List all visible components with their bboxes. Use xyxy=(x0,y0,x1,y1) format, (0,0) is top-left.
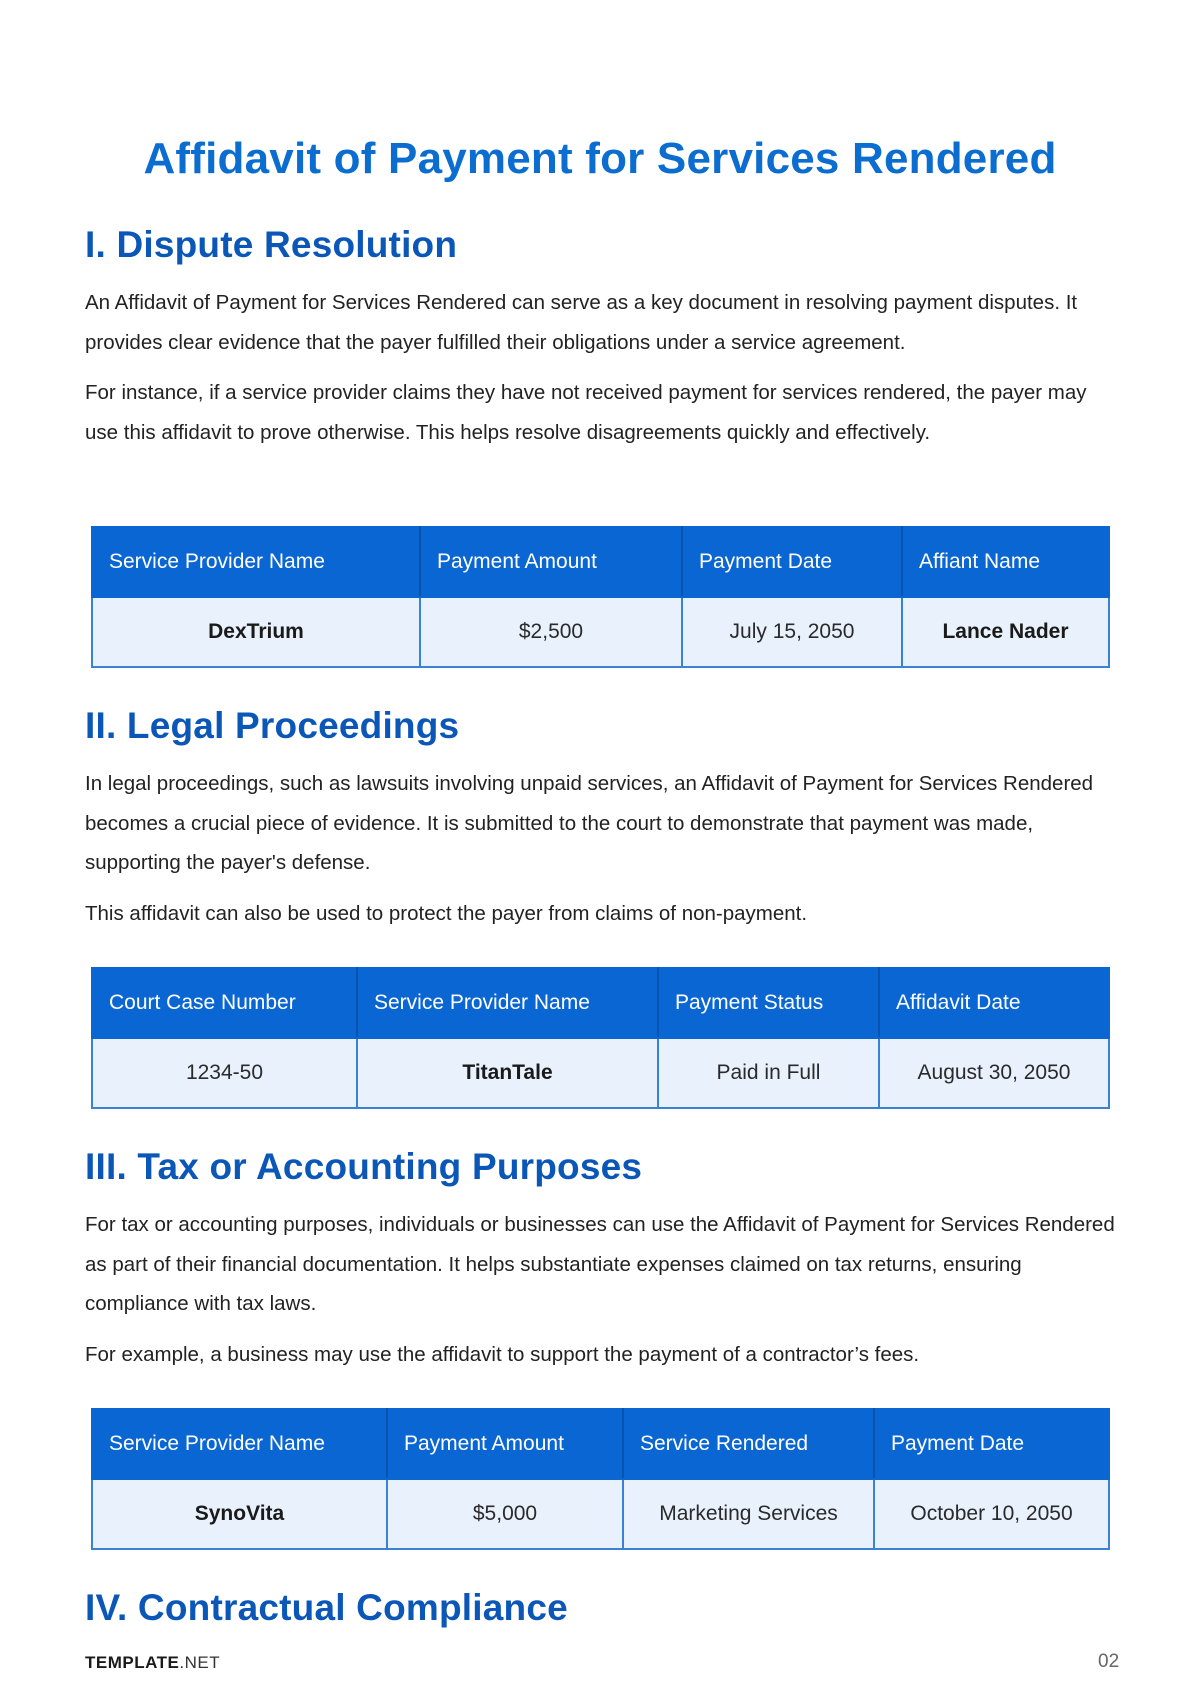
table-cell: 1234-50 xyxy=(92,1038,357,1108)
table-cell: TitanTale xyxy=(357,1038,658,1108)
brand-logo xyxy=(85,1653,220,1673)
table-row xyxy=(92,1038,1109,1108)
paragraph: For instance, if a service provider claims they have not received payment for services rendered, the payer may use this affidavit to prove otherwise. This helps resolve disagreements quickly and effectively. xyxy=(85,381,1087,444)
table-cell: October 10, 2050 xyxy=(874,1479,1109,1549)
column-header: Payment Status xyxy=(658,968,879,1038)
section-heading-tax-accounting: III. Tax or Accounting Purposes xyxy=(85,1146,643,1187)
table-row xyxy=(92,1479,1109,1549)
table-cell: August 30, 2050 xyxy=(879,1038,1109,1108)
paragraph: For tax or accounting purposes, individuals or businesses can use the Affidavit of Payment for Services Rendered as part of their financial documentation. It helps substantiate expenses claimed on tax returns, ensuring compliance with tax laws. xyxy=(85,1213,1115,1315)
table-cell: $2,500 xyxy=(420,597,682,667)
table-cell: DexTrium xyxy=(92,597,420,667)
column-header: Service Rendered xyxy=(623,1409,874,1479)
table-header-row xyxy=(92,1409,1109,1479)
table-cell: Marketing Services xyxy=(623,1479,874,1549)
column-header: Service Provider Name xyxy=(92,527,420,597)
table-header-row xyxy=(92,968,1109,1038)
column-header: Service Provider Name xyxy=(92,1409,387,1479)
tax-accounting-table xyxy=(91,1408,1110,1550)
table-cell: Paid in Full xyxy=(658,1038,879,1108)
paragraph: An Affidavit of Payment for Services Rendered can serve as a key document in resolving payment disputes. It provides clear evidence that the payer fulfilled their obligations under a service agreement. xyxy=(85,291,1078,354)
column-header: Payment Amount xyxy=(420,527,682,597)
column-header: Payment Date xyxy=(874,1409,1109,1479)
paragraph: In legal proceedings, such as lawsuits involving unpaid services, an Affidavit of Payment for Services Rendered becomes a crucial piece of evidence. It is submitted to the court to demonstrate that payment was made, supporting the payer's defense. xyxy=(85,772,1094,874)
document-title: Affidavit of Payment for Services Rendered xyxy=(143,134,1057,183)
table-cell: July 15, 2050 xyxy=(682,597,902,667)
table-header-row xyxy=(92,527,1109,597)
column-header: Affiant Name xyxy=(902,527,1109,597)
page-number: 02 xyxy=(1098,1651,1120,1672)
column-header: Payment Amount xyxy=(387,1409,623,1479)
section-heading-contractual-compliance: IV. Contractual Compliance xyxy=(85,1587,568,1628)
column-header: Payment Date xyxy=(682,527,902,597)
table-cell: Lance Nader xyxy=(902,597,1109,667)
brand-suffix: .NET xyxy=(179,1653,221,1672)
paragraph: For example, a business may use the affidavit to support the payment of a contractor’s fees. xyxy=(85,1343,920,1366)
section-heading-dispute-resolution: I. Dispute Resolution xyxy=(85,224,458,265)
brand-name: TEMPLATE xyxy=(85,1653,180,1672)
column-header: Court Case Number xyxy=(92,968,357,1038)
court-case-table xyxy=(91,967,1110,1109)
table-cell: $5,000 xyxy=(387,1479,623,1549)
section-heading-legal-proceedings: II. Legal Proceedings xyxy=(85,705,460,746)
table-cell: SynoVita xyxy=(92,1479,387,1549)
payment-details-table xyxy=(91,526,1110,668)
paragraph: This affidavit can also be used to protect the payer from claims of non-payment. xyxy=(85,902,808,925)
column-header: Service Provider Name xyxy=(357,968,658,1038)
column-header: Affidavit Date xyxy=(879,968,1109,1038)
table-row xyxy=(92,597,1109,667)
